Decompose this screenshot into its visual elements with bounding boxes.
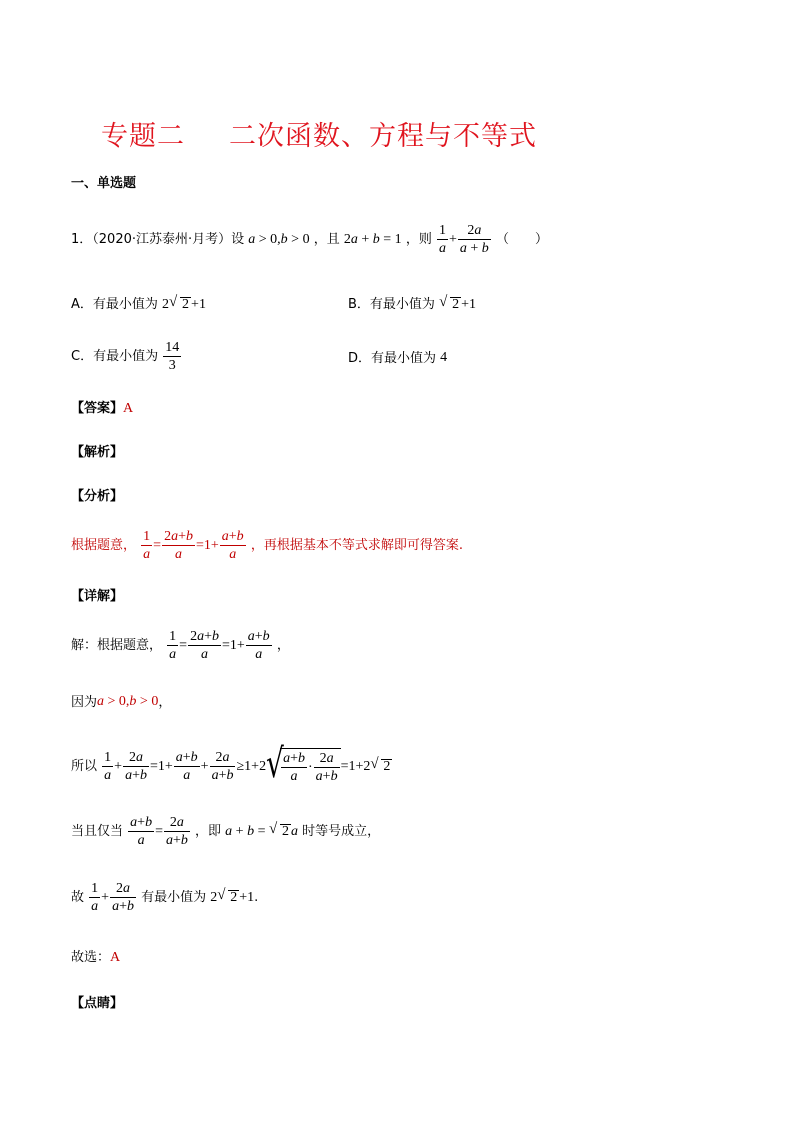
detail-line-2: 因为a > 0,b > 0， xyxy=(71,694,172,710)
option-a-value: 2 √ 2 +1 xyxy=(162,294,206,312)
detail-line-5-lead: 故 xyxy=(71,890,85,905)
fenxi-text: 根据题意， $\frac{1}{a}$ = $\frac{2a+b}{a}$ =1+ $\frac{a+b}{a}$ ，再根据基本不等式求解即可得答案. xyxy=(71,529,463,562)
option-c-value: $\frac{14}{3}$ xyxy=(165,340,180,373)
section-heading: 一、单选题 xyxy=(71,176,137,191)
option-c-label: C．有最小值为 xyxy=(71,349,159,364)
option-b-label: B．有最小值为 xyxy=(348,297,435,312)
detail-line-2-lead: 因为 xyxy=(71,694,98,710)
question-condition: a > 0,b > 0 xyxy=(248,231,310,247)
detail-line-1-end: ， xyxy=(276,638,290,653)
detail-line-4: 当且仅当 $\frac{a+b}{a}$ = $\frac{2a}{a+b}$ ，即 a + b = √ 2 a 时等号成立， xyxy=(71,815,381,848)
detail-tag: 【详解】 xyxy=(71,589,124,604)
option-d-value: 4 xyxy=(440,350,448,365)
answer-tag: 【答案】 xyxy=(71,401,124,416)
fraction-1-over-a: $\frac{1}{a}$ xyxy=(438,223,446,256)
question-mid: ，且 xyxy=(313,232,340,247)
detail-line-4-mid: ，即 xyxy=(195,824,222,839)
page-title xyxy=(101,114,537,153)
title-part2: 二次函数、方程与不等式 xyxy=(229,121,537,152)
detail-line-6-lead: 故选： xyxy=(71,950,111,965)
option-d-label: D．有最小值为 xyxy=(348,350,437,366)
option-d xyxy=(348,351,447,365)
detail-line-1: 解：根据题意， $\frac{1}{a}$ = $\frac{2a+b}{a}$ =1+ $\frac{a+b}{a}$ ， xyxy=(71,629,290,662)
detail-line-6 xyxy=(71,951,120,965)
detail-line-5-mid: 有最小值为 xyxy=(141,890,207,905)
answer-value: A xyxy=(123,401,134,416)
fenxi-tail: ，再根据基本不等式求解即可得答案. xyxy=(250,538,463,553)
fraction-2a-over-apb: $\frac{2a}{a + b}$ xyxy=(459,223,489,256)
question-then: ，则 xyxy=(405,232,432,247)
fenxi-lead: 根据题意， xyxy=(71,538,137,553)
option-a xyxy=(71,294,206,312)
option-a-label: A．有最小值为 xyxy=(71,297,158,312)
analysis-tag: 【解析】 xyxy=(71,445,124,460)
detail-line-3: 所以 $\frac{1}{a}$ + $\frac{2a}{a+b}$ =1+ $\frac{a+b}{a}$ + $\frac{2a}{a+b}$ ≥1+2 √ $\frac{a+b}{a}$ · $\frac{2a}{a+b}$ =1+2 √ 2 xyxy=(71,741,391,787)
detail-line-4-lead: 当且仅当 xyxy=(71,824,124,839)
question-prefix: 1．（2020·江苏泰州·月考）设 xyxy=(71,232,245,247)
detail-line-1-lead: 解：根据题意， xyxy=(71,638,163,653)
option-b xyxy=(348,294,476,312)
detail-line-3-lead: 所以 xyxy=(71,759,98,774)
detail-line-5-end: . xyxy=(254,890,259,905)
title-part1: 专题二 xyxy=(101,121,185,152)
answer-paren: （ ） xyxy=(495,232,548,247)
answer-line xyxy=(71,402,133,416)
option-c xyxy=(71,339,182,374)
detail-line-2-end: ， xyxy=(158,694,172,710)
question-equation: 2a + b = 1 xyxy=(343,231,402,247)
dianjing-tag: 【点睛】 xyxy=(71,996,124,1011)
detail-line-5: 故 $\frac{1}{a}$ + $\frac{2a}{a+b}$ 有最小值为 2 √ 2 +1. xyxy=(71,881,259,914)
detail-line-4-end: 时等号成立， xyxy=(302,824,381,839)
option-b-value: √ 2 +1 xyxy=(439,294,476,312)
detail-line-6-value: A xyxy=(110,950,121,965)
fenxi-tag: 【分析】 xyxy=(71,489,124,504)
question-stem: 1．（2020·江苏泰州·月考）设 a > 0,b > 0 ，且 2a + b = 1 ，则 $\frac{1}{a}$ + $\frac{2a}{a + b}$ （ ） xyxy=(71,223,548,256)
